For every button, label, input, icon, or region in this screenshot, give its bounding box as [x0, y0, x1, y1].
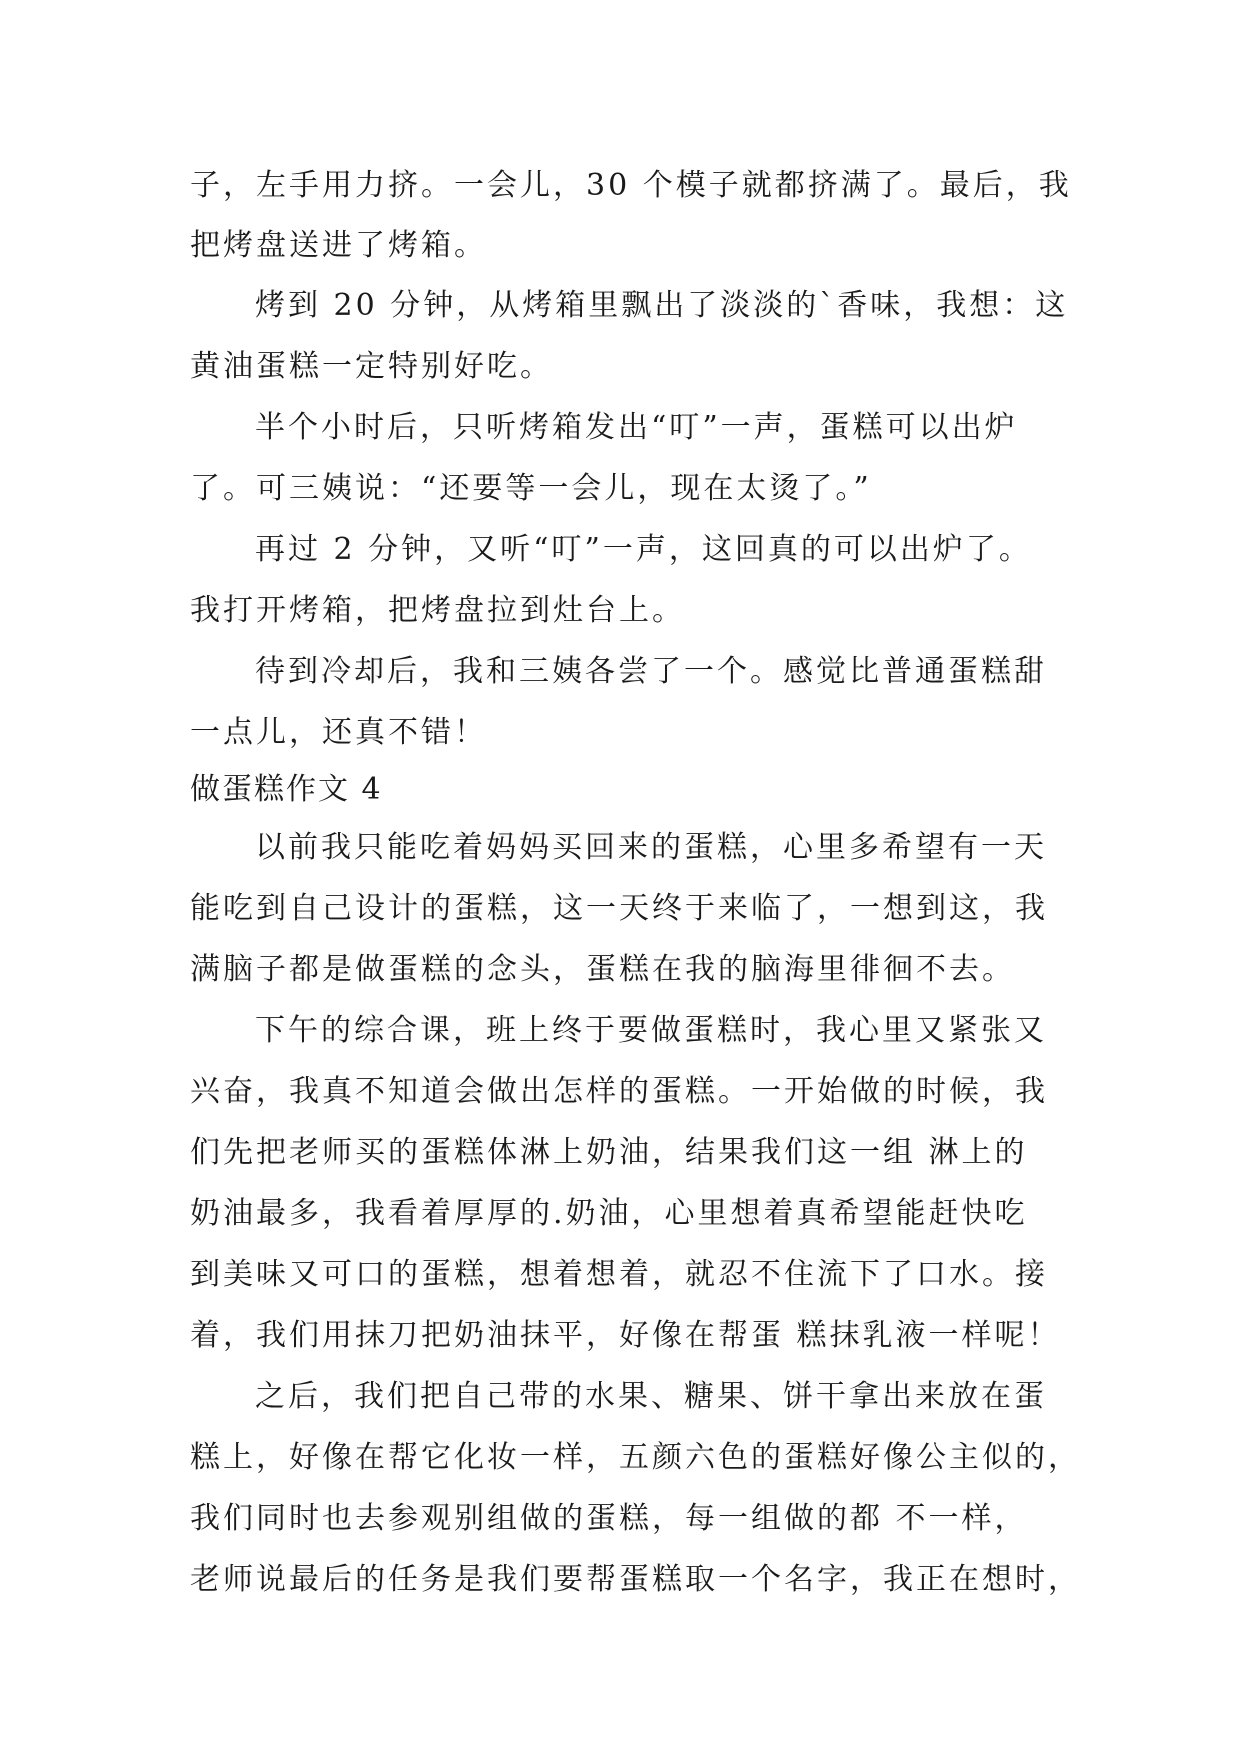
text-line: 们先把老师买的蛋糕体淋上奶油，结果我们这一组 淋上的	[190, 1135, 1028, 1170]
text-line: 能吃到自己设计的蛋糕，这一天终于来临了，一想到这，我	[190, 891, 1048, 926]
text-line: 奶油最多，我看着厚厚的.奶油，心里想着真希望能赶快吃	[190, 1196, 1028, 1231]
text-line: 老师说最后的任务是我们要帮蛋糕取一个名字，我正在想时，	[190, 1562, 1081, 1597]
text-line: 以前我只能吃着妈妈买回来的蛋糕，心里多希望有一天	[255, 830, 1047, 865]
text-line: 一点儿，还真不错！	[190, 715, 487, 750]
text-line: 着，我们用抹刀把奶油抹平，好像在帮蛋 糕抹乳液一样呢！	[190, 1318, 1061, 1353]
text-line: 子，左手用力挤。一会儿，30 个模子就都挤满了。最后，我	[190, 168, 1072, 203]
text-line: 烤到 20 分钟，从烤箱里飘出了淡淡的`香味，我想：这	[255, 288, 1069, 323]
text-line: 待到冷却后，我和三姨各尝了一个。感觉比普通蛋糕甜	[255, 654, 1047, 689]
text-line: 把烤盘送进了烤箱。	[190, 228, 487, 263]
text-line: 之后，我们把自己带的水果、糖果、饼干拿出来放在蛋	[255, 1379, 1047, 1414]
text-line: 糕上，好像在帮它化妆一样，五颜六色的蛋糕好像公主似的，	[190, 1440, 1081, 1475]
text-line: 黄油蛋糕一定特别好吃。	[190, 349, 553, 384]
section-title: 做蛋糕作文 4	[190, 772, 383, 807]
text-line: 再过 2 分钟，又听“叮”一声，这回真的可以出炉了。	[255, 532, 1032, 567]
text-line: 满脑子都是做蛋糕的念头，蛋糕在我的脑海里徘徊不去。	[190, 952, 1015, 987]
text-line: 了。可三姨说：“还要等一会儿，现在太烫了。”	[190, 471, 872, 506]
text-line: 下午的综合课，班上终于要做蛋糕时，我心里又紧张又	[255, 1013, 1047, 1048]
text-line: 我打开烤箱，把烤盘拉到灶台上。	[190, 593, 685, 628]
text-line: 我们同时也去参观别组做的蛋糕，每一组做的都 不一样，	[190, 1501, 1028, 1536]
text-line: 到美味又可口的蛋糕，想着想着，就忍不住流下了口水。接	[190, 1257, 1048, 1292]
text-line: 兴奋，我真不知道会做出怎样的蛋糕。一开始做的时候，我	[190, 1074, 1048, 1109]
text-line: 半个小时后，只听烤箱发出“叮”一声，蛋糕可以出炉	[255, 410, 1018, 445]
